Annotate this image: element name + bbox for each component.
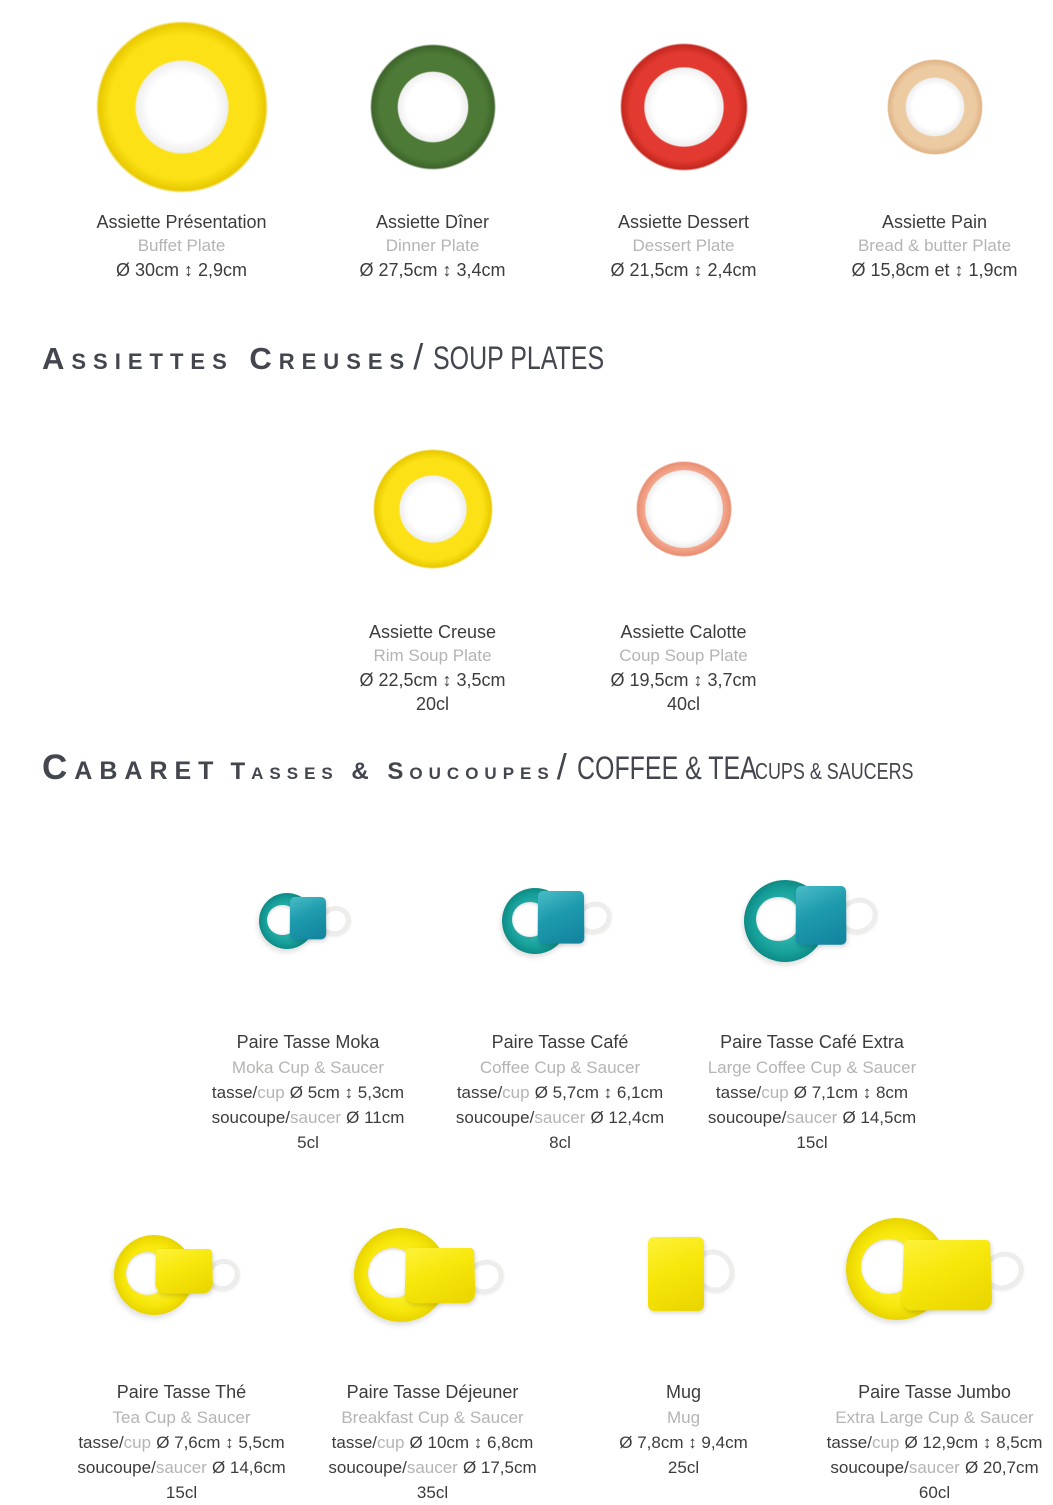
- bread-butter-plate-image: [887, 59, 983, 155]
- cup-dims-value: Ø 7,6cm ↕ 5,5cm: [156, 1433, 285, 1452]
- cup: [154, 1249, 212, 1294]
- section-subtitle-fr: Tasses & Soucoupes: [230, 758, 555, 785]
- coup-soup-plate-image: [636, 461, 732, 557]
- product-name-fr: Assiette Creuse: [368, 622, 497, 642]
- cups-section-header: [42, 746, 959, 788]
- tea-cups-captions-row: [0, 1380, 1053, 1505]
- moka-cup-saucer-image: [259, 884, 357, 956]
- mug-image: [642, 1231, 726, 1317]
- saucer-dims-value: Ø 20,7cm: [964, 1458, 1039, 1477]
- product-capacity: 15cl: [796, 1133, 828, 1152]
- product-name-fr: Assiette Pain: [881, 212, 988, 232]
- saucer-label-fr: soucoupe/: [707, 1108, 787, 1127]
- jumbo-cup-saucer-image: [846, 1218, 1024, 1330]
- product-cup-dims: [212, 1080, 404, 1105]
- product-caption: [56, 1380, 307, 1505]
- saucer-dims-value: Ø 12,4cm: [590, 1108, 665, 1127]
- cup: [648, 1237, 704, 1311]
- cup: [290, 897, 326, 939]
- product-caption: [686, 1030, 938, 1155]
- cup: [538, 891, 585, 944]
- product-name-en: Coup Soup Plate: [619, 646, 748, 665]
- product-name-en: Tea Cup & Saucer: [112, 1408, 251, 1427]
- section-title-separator: /: [556, 746, 567, 787]
- product-cup-dims: [78, 1430, 284, 1455]
- product-caption: [434, 1030, 686, 1155]
- product-name-fr: Assiette Dîner: [375, 212, 490, 232]
- product-name-en: Mug: [666, 1408, 701, 1427]
- cup-label-en: cup: [257, 1083, 285, 1102]
- cup-dims-value: Ø 5cm ↕ 5,3cm: [289, 1083, 405, 1102]
- product-capacity: 40cl: [666, 694, 701, 714]
- cup-label-en: cup: [761, 1083, 789, 1102]
- product-name-fr: Paire Tasse Café Extra: [720, 1032, 904, 1052]
- saucer-label-en: saucer: [406, 1458, 458, 1477]
- saucer-label-en: saucer: [534, 1108, 586, 1127]
- soup-figures-row: [0, 440, 1053, 578]
- product-dims: Ø 19,5cm ↕ 3,7cm: [610, 670, 757, 690]
- cup-label-en: cup: [502, 1083, 530, 1102]
- saucer-dims-value: Ø 14,6cm: [211, 1458, 286, 1477]
- product-cup-dims: [716, 1080, 908, 1105]
- product-caption: [809, 210, 1053, 282]
- saucer-label-fr: soucoupe/: [77, 1458, 156, 1477]
- saucer-label-en: saucer: [786, 1108, 838, 1127]
- saucer-label-fr: soucoupe/: [328, 1458, 407, 1477]
- cup-label-fr: tasse/: [715, 1083, 762, 1102]
- section-title-fr: Assiettes Creuses: [42, 341, 412, 376]
- product-name-fr: Assiette Calotte: [620, 622, 747, 642]
- product-capacity: 15cl: [165, 1483, 198, 1502]
- soup-captions-row: [0, 620, 1053, 716]
- product-name-en: Dinner Plate: [385, 236, 480, 255]
- product-caption: [307, 1380, 558, 1505]
- product-caption: [558, 210, 809, 282]
- buffet-plate-image: [96, 21, 268, 193]
- product-name-en: Buffet Plate: [137, 236, 226, 255]
- product-name-fr: Paire Tasse Jumbo: [858, 1382, 1011, 1402]
- product-name-fr: Paire Tasse Moka: [236, 1032, 380, 1052]
- product-name-en: Rim Soup Plate: [373, 646, 492, 665]
- product-dims: Ø 22,5cm ↕ 3,5cm: [359, 670, 506, 690]
- dinner-plate-image: [370, 44, 496, 170]
- product-name-fr: Paire Tasse Thé: [116, 1382, 247, 1402]
- saucer-label-en: saucer: [155, 1458, 207, 1477]
- product-caption: [558, 1380, 809, 1505]
- product-name-fr: Paire Tasse Café: [491, 1032, 629, 1052]
- cup-label-fr: tasse/: [826, 1433, 872, 1452]
- product-caption: [809, 1380, 1053, 1505]
- product-name-fr: Paire Tasse Déjeuner: [346, 1382, 519, 1402]
- cup: [404, 1248, 475, 1303]
- coffee-cups-captions-row: [0, 1030, 1053, 1155]
- section-subtitle-en: CUPS & SAUCERS: [755, 758, 914, 784]
- saucer-label-en: saucer: [908, 1458, 960, 1477]
- product-name-en: Large Coffee Cup & Saucer: [707, 1058, 917, 1077]
- product-dims: Ø 7,8cm ↕ 9,4cm: [619, 1433, 748, 1452]
- product-name-en: Moka Cup & Saucer: [231, 1058, 385, 1077]
- coffee-cup-saucer-image: [502, 880, 618, 960]
- product-dims: Ø 15,8cm et ↕ 1,9cm: [851, 260, 1018, 280]
- saucer-dims-value: Ø 17,5cm: [462, 1458, 537, 1477]
- rim-soup-plate-image: [373, 449, 493, 569]
- breakfast-cup-saucer-image: [354, 1224, 512, 1324]
- cup: [901, 1240, 992, 1310]
- product-caption: [307, 210, 558, 282]
- product-caption: [56, 210, 307, 282]
- product-name-en: Extra Large Cup & Saucer: [835, 1408, 1034, 1427]
- product-cup-dims: [827, 1430, 1043, 1455]
- product-name-en: Breakfast Cup & Saucer: [341, 1408, 524, 1427]
- product-dims: Ø 30cm ↕ 2,9cm: [115, 260, 248, 280]
- cup: [796, 886, 847, 945]
- product-capacity: 20cl: [415, 694, 450, 714]
- product-dims: Ø 21,5cm ↕ 2,4cm: [610, 260, 757, 280]
- section-title-fr: Cabaret: [42, 748, 221, 787]
- cup-label-en: cup: [377, 1433, 405, 1452]
- plates-figures-row: [0, 18, 1053, 196]
- product-dims: Ø 27,5cm ↕ 3,4cm: [359, 260, 506, 280]
- product-caption: [307, 620, 558, 716]
- product-saucer-dims: [77, 1455, 285, 1480]
- cup-label-fr: tasse/: [456, 1083, 503, 1102]
- coffee-cups-figures-row: [0, 858, 1053, 982]
- section-title-separator: /: [413, 336, 424, 377]
- section-title-en: SOUP PLATES: [433, 340, 605, 376]
- tea-cups-figures-row: [0, 1200, 1053, 1348]
- tea-cup-saucer-image: [114, 1229, 250, 1319]
- cup-label-en: cup: [123, 1433, 152, 1452]
- saucer-label-fr: soucoupe/: [211, 1108, 291, 1127]
- soup-section-header: [42, 336, 653, 378]
- cup-label-en: cup: [871, 1433, 900, 1452]
- product-name-en: Coffee Cup & Saucer: [479, 1058, 641, 1077]
- product-capacity: 60cl: [918, 1483, 951, 1502]
- cup-label-fr: tasse/: [331, 1433, 378, 1452]
- product-name-en: Dessert Plate: [632, 236, 735, 255]
- product-saucer-dims: [456, 1105, 664, 1130]
- saucer-dims-value: Ø 14,5cm: [842, 1108, 917, 1127]
- cup-dims-value: Ø 10cm ↕ 6,8cm: [409, 1433, 534, 1452]
- product-caption: [182, 1030, 434, 1155]
- product-name-fr: Assiette Dessert: [617, 212, 750, 232]
- product-capacity: 8cl: [549, 1133, 571, 1152]
- product-saucer-dims: [708, 1105, 916, 1130]
- product-cup-dims: [457, 1080, 663, 1105]
- product-caption: [558, 620, 809, 716]
- product-name-fr: Assiette Présentation: [96, 212, 267, 232]
- plates-captions-row: [0, 210, 1053, 282]
- section-title-en: COFFEE & TEA: [576, 750, 757, 786]
- product-saucer-dims: [830, 1455, 1038, 1480]
- cup-dims-value: Ø 7,1cm ↕ 8cm: [793, 1083, 909, 1102]
- cup-dims-value: Ø 12,9cm ↕ 8,5cm: [904, 1433, 1043, 1452]
- saucer-label-en: saucer: [290, 1108, 342, 1127]
- dessert-plate-image: [620, 43, 748, 171]
- product-name-fr: Mug: [665, 1382, 701, 1402]
- saucer-dims-value: Ø 11cm: [346, 1108, 405, 1127]
- large-coffee-cup-saucer-image: [744, 872, 880, 968]
- product-capacity: 25cl: [667, 1458, 700, 1477]
- product-name-en: Bread & butter Plate: [857, 236, 1012, 255]
- product-cup-dims: [332, 1430, 534, 1455]
- cup-label-fr: tasse/: [211, 1083, 258, 1102]
- product-capacity: 5cl: [297, 1133, 319, 1152]
- cup-label-fr: tasse/: [78, 1433, 124, 1452]
- cup-dims-value: Ø 5,7cm ↕ 6,1cm: [534, 1083, 664, 1102]
- product-saucer-dims: [328, 1455, 536, 1480]
- saucer-label-fr: soucoupe/: [830, 1458, 909, 1477]
- product-capacity: 35cl: [416, 1483, 449, 1502]
- product-saucer-dims: [212, 1105, 405, 1130]
- saucer-label-fr: soucoupe/: [455, 1108, 535, 1127]
